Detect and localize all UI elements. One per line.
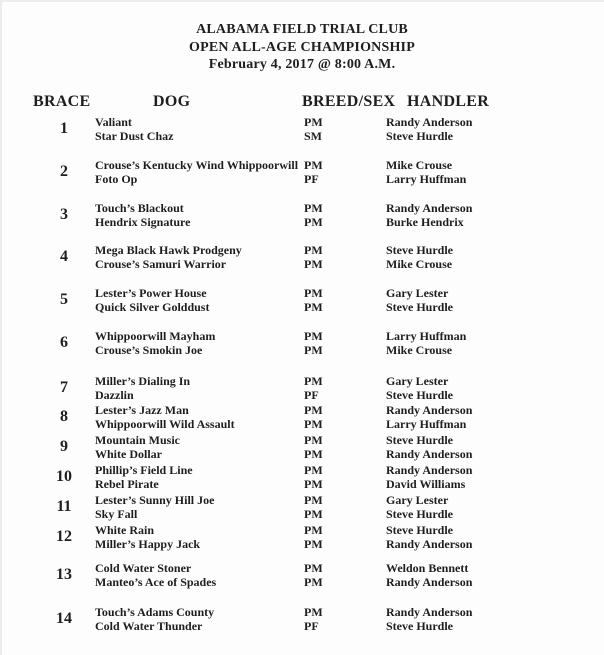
breed-sex: PM: [304, 403, 323, 417]
event-name: OPEN ALL-AGE CHAMPIONSHIP: [189, 39, 415, 55]
dog-name: Cold Water Thunder: [95, 619, 203, 633]
brace-list: [0, 115, 604, 633]
brace-number: 4: [60, 248, 68, 265]
dog-name: Miller’s Dialing In: [95, 374, 191, 388]
breed-sex: PM: [304, 343, 323, 357]
dog-row: [95, 493, 604, 507]
dog-name: Dazzlin: [95, 388, 134, 402]
dog-row: [95, 201, 604, 215]
dog-row: [95, 561, 604, 575]
brace-dogs: [95, 561, 604, 589]
brace-block: [0, 433, 604, 461]
column-header-breed-sex: BREED/SEX: [302, 93, 396, 110]
brace-dogs: [95, 463, 604, 491]
club-name: ALABAMA FIELD TRIAL CLUB: [196, 22, 408, 37]
breed-sex: PM: [304, 300, 323, 314]
dog-row: [95, 388, 604, 402]
dog-row: [95, 477, 604, 491]
dog-name: Lester’s Sunny Hill Joe: [95, 493, 215, 507]
brace-block: [0, 158, 604, 186]
handler-name: Steve Hurdle: [386, 433, 453, 447]
dog-name: Manteo’s Ace of Spades: [95, 575, 217, 589]
handler-name: Larry Huffman: [386, 329, 467, 343]
brace-dogs: [95, 374, 604, 402]
dog-name: Foto Op: [95, 172, 138, 186]
dog-row: [95, 243, 604, 257]
brace-number: 12: [56, 528, 72, 545]
brace-number: 2: [60, 163, 68, 180]
handler-name: David Williams: [386, 477, 466, 491]
brace-block: [0, 329, 604, 357]
dog-row: [95, 537, 604, 551]
dog-row: [95, 158, 604, 172]
handler-name: Randy Anderson: [386, 447, 473, 461]
handler-name: Randy Anderson: [386, 403, 473, 417]
breed-sex: PM: [304, 463, 323, 477]
dog-name: Hendrix Signature: [95, 215, 191, 229]
brace-block: [0, 605, 604, 633]
dog-row: [95, 343, 604, 357]
dog-name: Mega Black Hawk Prodgeny: [95, 243, 242, 257]
dog-name: Touch’s Blackout: [95, 201, 184, 215]
breed-sex: PF: [304, 388, 319, 402]
brace-number: 6: [60, 334, 68, 351]
dog-row: [95, 300, 604, 314]
dog-name: Sky Fall: [95, 507, 138, 521]
handler-name: Gary Lester: [386, 374, 449, 388]
dog-row: [95, 329, 604, 343]
handler-name: Randy Anderson: [386, 575, 473, 589]
brace-number: 5: [60, 291, 68, 308]
breed-sex: PM: [304, 537, 323, 551]
brace-block: [0, 201, 604, 229]
brace-block: [0, 493, 604, 521]
brace-block: [0, 374, 604, 402]
handler-name: Larry Huffman: [386, 172, 467, 186]
event-header: [0, 21, 604, 74]
breed-sex: PM: [304, 257, 323, 271]
dog-row: [95, 403, 604, 417]
dog-name: White Dollar: [95, 447, 162, 461]
dog-row: [95, 463, 604, 477]
breed-sex: PM: [304, 115, 323, 129]
dog-name: Lester’s Power House: [95, 286, 207, 300]
dog-name: Cold Water Stoner: [95, 561, 192, 575]
brace-dogs: [95, 115, 604, 143]
breed-sex: PM: [304, 329, 323, 343]
dog-row: [95, 286, 604, 300]
brace-block: [0, 286, 604, 314]
dog-name: White Rain: [95, 523, 155, 537]
brace-dogs: [95, 329, 604, 357]
handler-name: Steve Hurdle: [386, 523, 453, 537]
dog-row: [95, 374, 604, 388]
handler-name: Randy Anderson: [386, 605, 473, 619]
breed-sex: PM: [304, 433, 323, 447]
handler-name: Mike Crouse: [386, 257, 453, 271]
brace-number: 11: [56, 498, 72, 515]
handler-name: Steve Hurdle: [386, 619, 453, 633]
dog-row: [95, 619, 604, 633]
dog-name: Touch’s Adams County: [95, 605, 215, 619]
dog-name: Whippoorwill Mayham: [95, 329, 216, 343]
handler-name: Steve Hurdle: [386, 243, 453, 257]
dog-row: [95, 115, 604, 129]
handler-name: Burke Hendrix: [386, 215, 464, 229]
handler-name: Randy Anderson: [386, 201, 473, 215]
breed-sex: PM: [304, 417, 323, 431]
dog-row: [95, 447, 604, 461]
dog-name: Mountain Music: [95, 433, 181, 447]
dog-name: Crouse’s Smokin Joe: [95, 343, 203, 357]
dog-row: [95, 129, 604, 143]
handler-name: Randy Anderson: [386, 537, 473, 551]
dog-row: [95, 417, 604, 431]
event-datetime: February 4, 2017 @ 8:00 A.M.: [208, 57, 396, 72]
dog-name: Lester’s Jazz Man: [95, 403, 189, 417]
breed-sex: PM: [304, 561, 323, 575]
dog-name: Quick Silver Golddust: [95, 300, 210, 314]
handler-name: Steve Hurdle: [386, 507, 453, 521]
column-header-brace: BRACE: [33, 93, 91, 110]
handler-name: Steve Hurdle: [386, 388, 453, 402]
handler-name: Steve Hurdle: [386, 300, 453, 314]
breed-sex: PM: [304, 523, 323, 537]
brace-number: 3: [60, 206, 68, 223]
dog-name: Phillip’s Field Line: [95, 463, 193, 477]
handler-name: Larry Huffman: [386, 417, 467, 431]
dog-name: Rebel Pirate: [95, 477, 159, 491]
breed-sex: PM: [304, 575, 323, 589]
breed-sex: SM: [304, 129, 322, 143]
dog-row: [95, 575, 604, 589]
brace-block: [0, 463, 604, 491]
handler-name: Weldon Bennett: [386, 561, 469, 575]
brace-number: 1: [60, 120, 68, 137]
brace-block: [0, 561, 604, 589]
brace-dogs: [95, 493, 604, 521]
dog-row: [95, 172, 604, 186]
breed-sex: PM: [304, 374, 323, 388]
dog-row: [95, 215, 604, 229]
brace-number: 7: [60, 379, 68, 396]
dog-row: [95, 605, 604, 619]
brace-dogs: [95, 286, 604, 314]
dog-row: [95, 507, 604, 521]
brace-dogs: [95, 523, 604, 551]
brace-number: 13: [56, 566, 72, 583]
dog-name: Valiant: [95, 115, 132, 129]
breed-sex: PM: [304, 286, 323, 300]
handler-name: Gary Lester: [386, 493, 449, 507]
brace-dogs: [95, 433, 604, 461]
column-header-dog: DOG: [153, 93, 191, 110]
handler-name: Randy Anderson: [386, 115, 473, 129]
brace-number: 14: [56, 610, 72, 627]
column-header-handler: HANDLER: [407, 93, 490, 110]
dog-name: Star Dust Chaz: [95, 129, 174, 143]
breed-sex: PM: [304, 243, 323, 257]
brace-dogs: [95, 605, 604, 633]
brace-block: [0, 523, 604, 551]
breed-sex: PM: [304, 158, 323, 172]
handler-name: Mike Crouse: [386, 343, 453, 357]
column-headers: [0, 93, 604, 109]
brace-block: [0, 243, 604, 271]
breed-sex: PF: [304, 172, 319, 186]
breed-sex: PM: [304, 493, 323, 507]
dog-row: [95, 257, 604, 271]
brace-number: 9: [60, 438, 68, 455]
handler-name: Steve Hurdle: [386, 129, 453, 143]
brace-dogs: [95, 158, 604, 186]
brace-dogs: [95, 243, 604, 271]
brace-dogs: [95, 201, 604, 229]
breed-sex: PM: [304, 447, 323, 461]
dog-row: [95, 523, 604, 537]
handler-name: Randy Anderson: [386, 463, 473, 477]
dog-name: Crouse’s Kentucky Wind Whippoorwill: [95, 158, 299, 172]
breed-sex: PM: [304, 507, 323, 521]
breed-sex: PM: [304, 201, 323, 215]
breed-sex: PM: [304, 215, 323, 229]
handler-name: Mike Crouse: [386, 158, 453, 172]
brace-block: [0, 115, 604, 143]
dog-name: Whippoorwill Wild Assault: [95, 417, 235, 431]
breed-sex: PF: [304, 619, 319, 633]
brace-block: [0, 403, 604, 431]
dog-name: Crouse’s Samuri Warrior: [95, 257, 227, 271]
brace-dogs: [95, 403, 604, 431]
handler-name: Gary Lester: [386, 286, 449, 300]
brace-number: 8: [60, 408, 68, 425]
dog-row: [95, 433, 604, 447]
breed-sex: PM: [304, 477, 323, 491]
breed-sex: PM: [304, 605, 323, 619]
brace-number: 10: [56, 468, 72, 485]
dog-name: Miller’s Happy Jack: [95, 537, 201, 551]
